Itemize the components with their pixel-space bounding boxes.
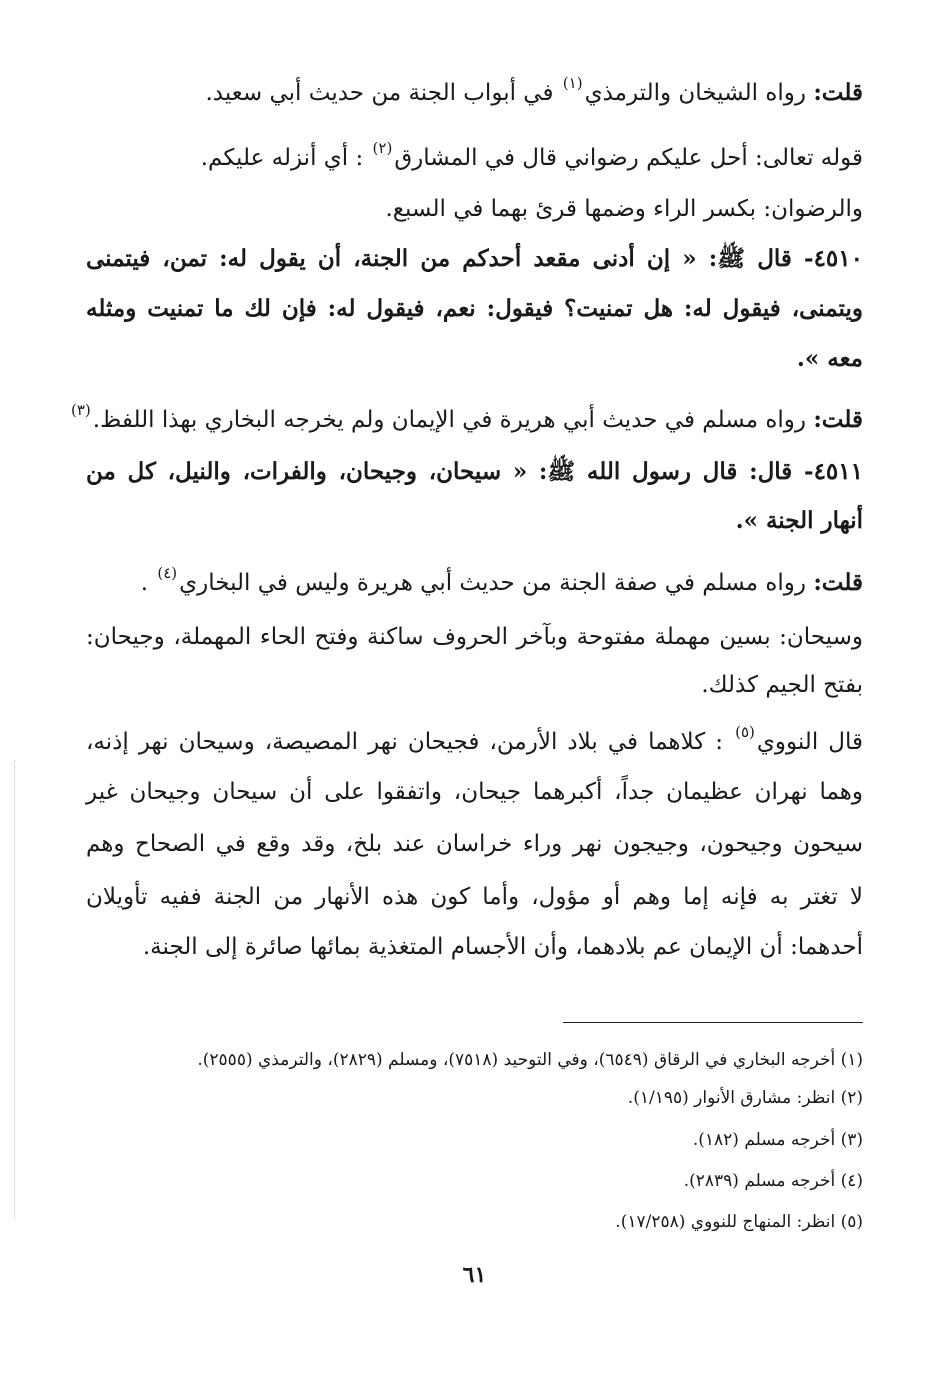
line-text: قال النووي: [756, 729, 863, 755]
label-qultu: قلت:: [813, 79, 863, 106]
line-text-after: : كلاهما في بلاد الأرمن، فجيحان نهر المصيصة، وسيحان نهر إذنه،: [86, 729, 734, 755]
line-text: ويتمنى، فيقول له: هل تمنيت؟ فيقول: نعم، فيقول له: فإن لك ما تمنيت ومثله: [86, 295, 863, 322]
line-text: لا تغتر به فإنه إما وهم أو مؤول، وأما كون هذه الأنهار من الجنة ففيه تأويلان: [86, 884, 863, 910]
text-line-2: [201, 141, 863, 175]
footnote-4: (٤) أخرجه مسلم (٢٨٣٩).: [683, 1171, 863, 1191]
footnote-5: (٥) انظر: المنهاج للنووي (١٧/٢٥٨).: [615, 1212, 863, 1232]
text-line-10: [141, 566, 863, 600]
footnote-ref-5[interactable]: (٥): [735, 723, 755, 741]
footnote-ref-2[interactable]: (٢): [372, 139, 393, 157]
footnote-ref-4[interactable]: (٤): [157, 564, 178, 582]
text-line-11: [86, 620, 863, 654]
line-text-after: في أبواب الجنة من حديث أبي سعيد.: [205, 80, 561, 106]
line-text: سيحون وجيحون، وجيجون نهر وراء خراسان عند بلخ، وقد وقع في الصحاح وهم: [86, 831, 863, 857]
text-line-3: [385, 192, 863, 226]
footnote-divider: [563, 1022, 863, 1023]
footnote-1: (١) أخرجه البخاري في الرقاق (٦٥٤٩)، وفي التوحيد (٧٥١٨)، ومسلم (٢٨٢٩)، والترمذي (٢٥٥٥).: [197, 1050, 863, 1070]
line-text: رواه الشيخان والترمذي: [584, 80, 814, 106]
line-text: معه ».: [796, 345, 863, 372]
footnote-2: (٢) انظر: مشارق الأنوار (١/١٩٥).: [627, 1088, 863, 1108]
label-qultu: قلت:: [813, 406, 863, 433]
text-line-16: [86, 880, 863, 914]
footnote-ref-3[interactable]: (٣): [70, 401, 91, 419]
text-line-15: [86, 827, 863, 861]
hadith-4511-line-2: [736, 504, 863, 538]
footnote-3: (٣) أخرجه مسلم (١٨٢).: [692, 1130, 863, 1150]
text-line-17: [143, 930, 863, 964]
text-line-13: [86, 725, 863, 759]
line-text: ٤٥١١- قال: قال رسول الله ﷺ: « سيحان، وجيحان، والفرات، والنيل، كل من: [86, 458, 863, 485]
line-text: وسيحان: بسين مهملة مفتوحة وبآخر الحروف ساكنة وفتح الحاء المهملة، وجيحان:: [86, 624, 863, 650]
line-text: أحدهما: أن الإيمان عم بلادهما، وأن الأجسام المتغذية بمائها صائرة إلى الجنة.: [142, 934, 863, 960]
footnote-ref-1[interactable]: (١): [562, 74, 583, 92]
hadith-4510-line-2: [86, 292, 863, 326]
text-line-1: [205, 76, 863, 110]
line-text: وهما نهران عظيمان جداً، أكبرهما جيحان، واتفقوا على أن سيحان وجيحان غير: [86, 779, 863, 805]
hadith-4510-line-3: [797, 342, 863, 376]
line-text-after: .: [140, 570, 156, 596]
line-text: أنهار الجنة ».: [735, 507, 863, 534]
line-text: ٤٥١٠- قال ﷺ: « إن أدنى مقعد أحدكم من الجنة، أن يقول له: تمن، فيتمنى: [86, 245, 863, 272]
label-qultu: قلت:: [813, 569, 863, 596]
line-text: قوله تعالى: أحل عليكم رضواني قال في المشارق: [394, 145, 863, 171]
text-line-14: [86, 775, 863, 809]
line-text: رواه مسلم في حديث أبي هريرة في الإيمان ولم يخرجه البخاري بهذا اللفظ.: [92, 407, 814, 433]
text-line-7: [69, 403, 863, 437]
line-text-after: : أي أنزله عليكم.: [200, 145, 371, 171]
line-text: رواه مسلم في صفة الجنة من حديث أبي هريرة وليس في البخاري: [179, 570, 814, 596]
page-number: ٦١: [462, 1262, 487, 1288]
line-text: بفتح الجيم كذلك.: [701, 672, 863, 698]
line-text: والرضوان: بكسر الراء وضمها قرئ بهما في السبع.: [385, 196, 863, 222]
text-line-12: [701, 668, 863, 702]
hadith-4510-line-1: [86, 242, 863, 276]
hadith-4511-line-1: [86, 455, 863, 489]
scan-edge-mark: [14, 760, 15, 1220]
